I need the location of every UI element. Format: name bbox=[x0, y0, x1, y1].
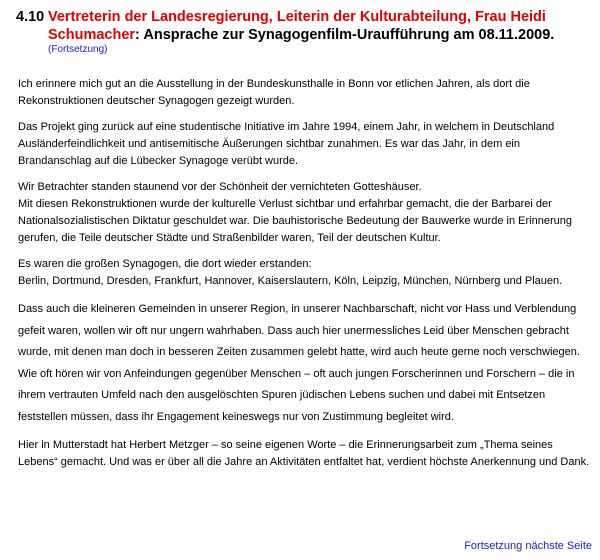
paragraph-4-line-1: Es waren die großen Synagogen, die dort wieder erstanden: bbox=[18, 258, 312, 270]
heading-red-text-2: Schumacher bbox=[48, 27, 136, 43]
paragraph-6: Hier in Mutterstadt hat Herbert Metzger – so seine eigenen Worte – die Erinnerungsarbeit zum „Thema seines Lebens“ gemacht. Und was er über all die Jahre an Aktivitäten entfaltet hat, verdient höchste Anerkennung und Dank. bbox=[18, 439, 590, 468]
section-heading bbox=[16, 8, 591, 44]
continuation-link[interactable]: (Fortsetzung) bbox=[48, 44, 108, 55]
paragraph-2: Das Projekt ging zurück auf eine studentische Initiative im Jahre 1994, einem Jahr, in welchem in Deutschland Ausländerfeindlichkeit und antisemitische Äußerungen sichtbar zunahmen. Es war das Jahr, in dem ein Brandanschlag auf die Lübecker Synagoge verübt wurde. bbox=[18, 121, 555, 167]
paragraph-3-line-2: Mit diesen Rekonstruktionen wurde der kulturelle Verlust sichtbar und erfahrbar gemacht, die der Barbarei der Nationalsozialistischen Diktatur geschuldet war. Die bauhistorische Bedeutung der Bauwerke wurde in Erinnerung gerufen, die Teile deutscher Städte und Straßenbilder waren, Teil der deutschen Kultur. bbox=[18, 198, 572, 244]
speech-body bbox=[18, 76, 590, 480]
heading-line-1 bbox=[16, 8, 591, 26]
paragraph-5: Dass auch die kleineren Gemeinden in unserer Region, in unserer Nachbarschaft, nicht vor Hass und Verblendung gefeit waren, wollen wir oft nur ungern wahrhaben. Dass auch hier unermessliches Leid über Menschen gebracht wurde, mit denen man doch in besseren Zeiten zusammen gelebt hatte, wird auch heute gerne noch verschwiegen. Wie oft hören wir von Anfeindungen gegenüber Menschen – oft auch jungen Forscherinnen und Forschern – die in ihrem vertrauten Umfeld nach den ausgelöschten Spuren jüdischen Lebens suchen und dabei mit Entsetzen feststellen müssen, dass ihr Engagement keineswegs nur von Zustimmung begleitet wird. bbox=[18, 303, 580, 423]
next-page-link[interactable]: Fortsetzung nächste Seite bbox=[464, 540, 592, 552]
paragraph-3-line-1: Wir Betrachter standen staunend vor der Schönheit der vernichteten Gotteshäuser. bbox=[18, 181, 422, 193]
heading-red-text-1: Vertreterin der Landesregierung, Leiterin der Kulturabteilung, Frau Heidi bbox=[48, 9, 546, 25]
paragraph-4 bbox=[18, 256, 590, 290]
heading-black-text: : Ansprache zur Synagogenfilm-Uraufführung am 08.11.2009. bbox=[135, 27, 555, 43]
paragraph-1: Ich erinnere mich gut an die Ausstellung in der Bundeskunsthalle in Bonn vor etlichen Jahren, als dort die Rekonstruktionen deutscher Synagogen gezeigt wurden. bbox=[18, 78, 530, 107]
paragraph-3 bbox=[18, 179, 590, 247]
city-list: Berlin, Dortmund, Dresden, Frankfurt, Hannover, Kaiserslautern, Köln, Leipzig, München, Nürnberg und Plauen. bbox=[18, 275, 563, 287]
heading-line-2 bbox=[16, 26, 591, 44]
section-number: 4.10 bbox=[16, 9, 45, 25]
